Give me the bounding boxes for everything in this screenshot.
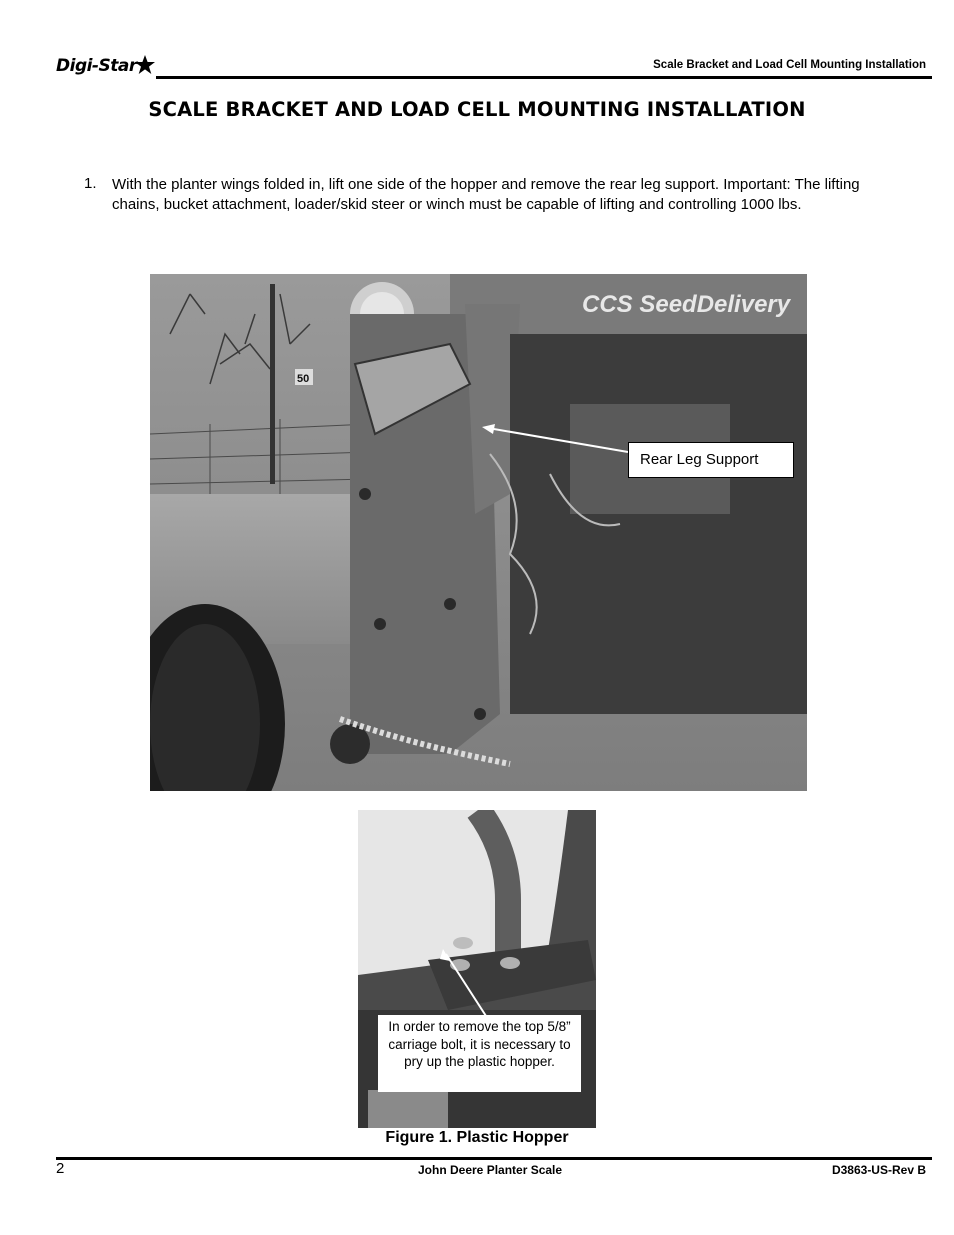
header-rule (156, 76, 932, 79)
star-icon (134, 54, 156, 76)
planter-rear-leg-photo (150, 274, 807, 791)
footer-document-code: D3863-US-Rev B (831, 1163, 926, 1177)
digi-star-logo (56, 54, 156, 82)
footer-document-title: John Deere Planter Scale (418, 1163, 563, 1177)
footer-rule (56, 1157, 932, 1160)
planter-photo-illustration (150, 274, 807, 791)
page-number: 2 (56, 1160, 65, 1177)
figure-caption: Figure 1. Plastic Hopper (385, 1129, 569, 1146)
header-title: Scale Bracket and Load Cell Mounting Installation (653, 59, 926, 71)
page-heading: SCALE BRACKET AND LOAD CELL MOUNTING INSTALLATION (148, 98, 806, 121)
brand-text: CCS SeedDelivery (582, 291, 791, 318)
sign-number: 50 (297, 373, 310, 385)
logo-text: Digi-Star (56, 56, 137, 76)
step-text: With the planter wings folded in, lift one side of the hopper and remove the rear leg support. Important: The lifting chains, bucket attachment, loader/skid steer or winch must be capable of lifting and controlling 1000 lbs. (112, 176, 860, 213)
step-number: 1. (84, 175, 97, 192)
carriage-bolt-callout: In order to remove the top 5/8” carriage bolt, it is necessary to pry up the plastic hopper. (378, 1015, 581, 1092)
rear-leg-support-callout: Rear Leg Support (628, 442, 794, 478)
